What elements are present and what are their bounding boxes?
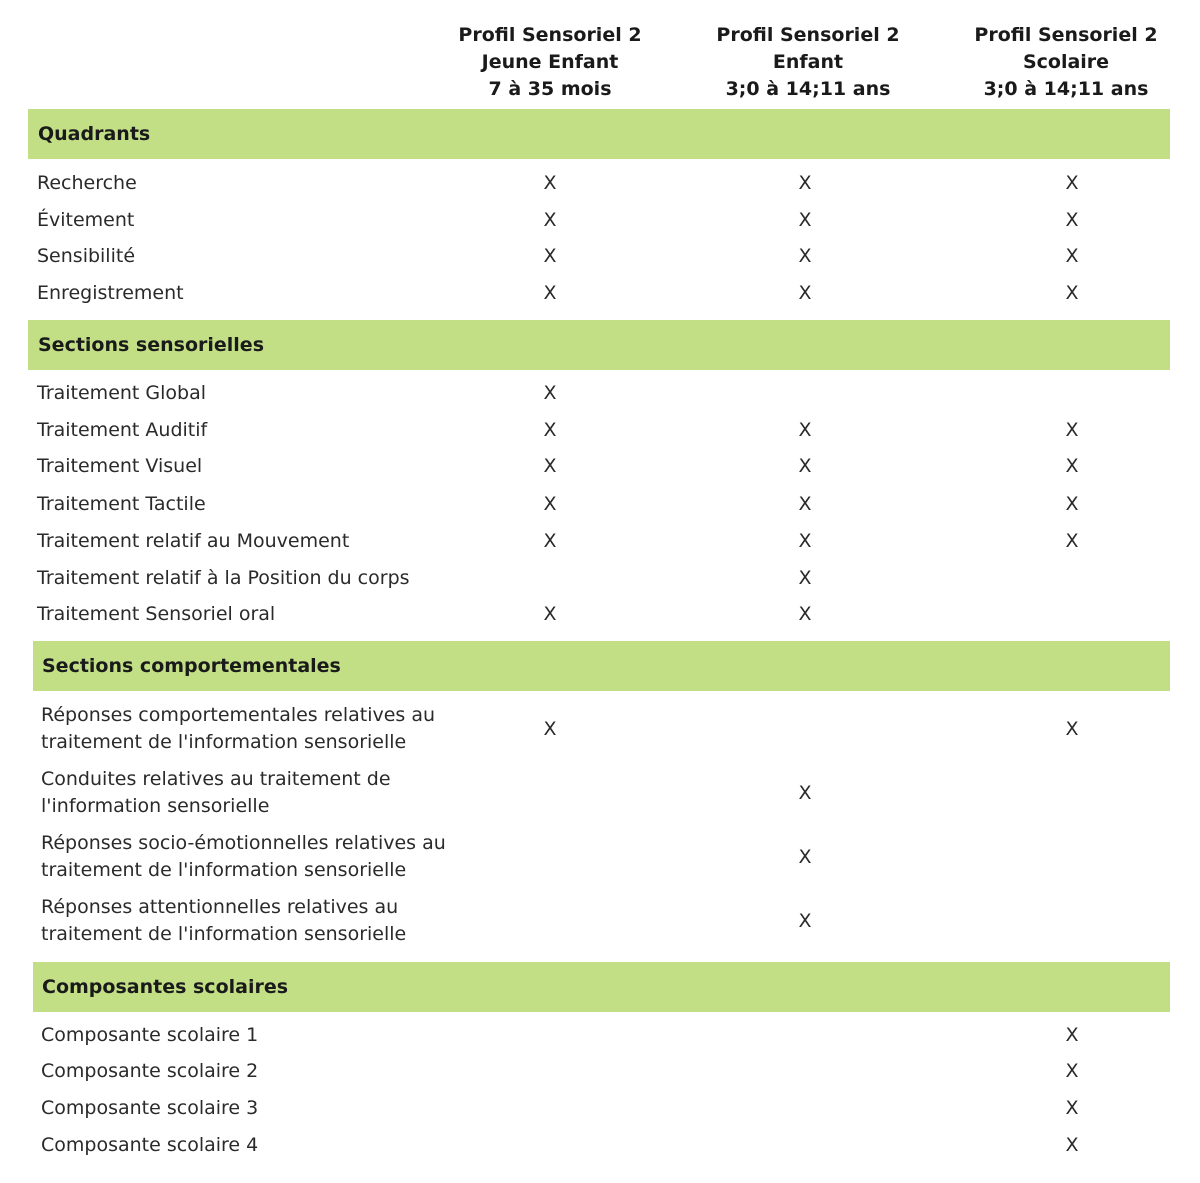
table-row	[0, 565, 1200, 592]
check-mark: X	[1065, 245, 1079, 267]
row-label-line: Traitement Sensoriel oral	[37, 603, 276, 625]
table-row	[0, 528, 1200, 555]
check-mark: X	[798, 530, 812, 552]
row-label	[37, 528, 349, 555]
table-row	[0, 207, 1200, 234]
section-header	[33, 962, 1170, 1012]
row-label-line: Réponses comportementales relatives au	[41, 704, 436, 726]
check-mark: X	[798, 172, 812, 194]
table-row	[0, 601, 1200, 628]
table-row	[0, 1058, 1200, 1085]
check-mark: X	[1065, 209, 1079, 231]
check-mark: X	[543, 172, 557, 194]
row-label-line: Réponses socio-émotionnelles relatives au	[41, 832, 446, 854]
check-mark: X	[543, 282, 557, 304]
table-row	[0, 830, 1200, 884]
section-header	[28, 109, 1170, 159]
check-mark: X	[543, 455, 557, 477]
table-row	[0, 766, 1200, 820]
section-title: Composantes scolaires	[42, 976, 289, 998]
row-label	[37, 380, 206, 407]
row-label	[37, 243, 135, 270]
column-header-line: Scolaire	[1022, 51, 1110, 73]
column-header-line: Jeune Enfant	[481, 51, 619, 73]
check-mark: X	[798, 781, 812, 804]
row-label	[41, 1022, 258, 1049]
check-mark: X	[1065, 1060, 1079, 1082]
check-mark: X	[1065, 455, 1079, 477]
row-label-line: Traitement relatif à la Position du corps	[37, 567, 410, 589]
row-label	[37, 601, 275, 628]
column-header-line: Enfant	[772, 51, 844, 73]
check-mark: X	[798, 455, 812, 477]
check-mark: X	[543, 382, 557, 404]
check-mark: X	[798, 282, 812, 304]
table-row	[0, 1095, 1200, 1122]
row-label-line: traitement de l'information sensorielle	[41, 859, 407, 881]
row-label	[37, 170, 137, 197]
check-mark: X	[543, 603, 557, 625]
table-row	[0, 243, 1200, 270]
check-mark: X	[1065, 1097, 1079, 1119]
row-label	[37, 280, 184, 307]
row-label-line: Traitement Global	[37, 382, 207, 404]
row-label-line: Conduites relatives au traitement de	[41, 768, 391, 790]
row-label-line: Évitement	[37, 209, 135, 231]
check-mark: X	[1065, 1134, 1079, 1156]
check-mark: X	[543, 245, 557, 267]
table-row	[0, 491, 1200, 518]
check-mark: X	[1065, 717, 1079, 740]
check-mark: X	[1065, 493, 1079, 515]
row-label	[41, 830, 446, 884]
check-mark: X	[798, 845, 812, 868]
row-label	[37, 453, 202, 480]
section-header	[28, 320, 1170, 370]
column-header-line: 7 à 35 mois	[488, 78, 612, 100]
row-label-line: Composante scolaire 3	[41, 1097, 259, 1119]
section-header	[33, 641, 1170, 691]
column-header-line: Profil Sensoriel 2	[974, 24, 1158, 46]
check-mark: X	[798, 493, 812, 515]
row-label-line: Recherche	[37, 172, 137, 194]
row-label-line: traitement de l'information sensorielle	[41, 923, 407, 945]
row-label	[37, 207, 134, 234]
column-header-line: 3;0 à 14;11 ans	[983, 78, 1149, 100]
check-mark: X	[798, 419, 812, 441]
section-title: Sections comportementales	[42, 655, 341, 677]
table-row	[0, 380, 1200, 407]
row-label	[41, 1095, 258, 1122]
table-row	[0, 702, 1200, 756]
check-mark: X	[543, 209, 557, 231]
table-row	[0, 417, 1200, 444]
check-mark: X	[1065, 530, 1079, 552]
row-label-line: Sensibilité	[37, 245, 136, 267]
check-mark: X	[798, 603, 812, 625]
row-label	[37, 491, 206, 518]
section-title: Quadrants	[38, 123, 151, 145]
table-row	[0, 170, 1200, 197]
row-label-line: traitement de l'information sensorielle	[41, 731, 407, 753]
row-label	[41, 1132, 258, 1159]
column-header-line: 3;0 à 14;11 ans	[725, 78, 891, 100]
row-label	[37, 565, 410, 592]
check-mark: X	[543, 493, 557, 515]
row-label-line: Traitement relatif au Mouvement	[37, 530, 350, 552]
row-label-line: Traitement Tactile	[37, 493, 206, 515]
table-row	[0, 1132, 1200, 1159]
check-mark: X	[1065, 419, 1079, 441]
row-label-line: Composante scolaire 1	[41, 1024, 259, 1046]
row-label	[41, 766, 391, 820]
column-header-enfant	[688, 22, 928, 103]
table-row	[0, 894, 1200, 948]
row-label	[41, 1058, 258, 1085]
row-label-line: Traitement Visuel	[37, 455, 203, 477]
check-mark: X	[798, 209, 812, 231]
section-title: Sections sensorielles	[38, 334, 265, 356]
column-header-line: Profil Sensoriel 2	[458, 24, 642, 46]
column-header-jeune-enfant	[430, 22, 670, 103]
row-label-line: Composante scolaire 2	[41, 1060, 259, 1082]
table-row	[0, 453, 1200, 480]
row-label	[41, 702, 435, 756]
row-label-line: Traitement Auditif	[37, 419, 208, 441]
check-mark: X	[798, 567, 812, 589]
check-mark: X	[543, 530, 557, 552]
column-header-line: Profil Sensoriel 2	[716, 24, 900, 46]
column-header-scolaire	[946, 22, 1186, 103]
check-mark: X	[1065, 282, 1079, 304]
check-mark: X	[1065, 172, 1079, 194]
row-label-line: l'information sensorielle	[41, 795, 270, 817]
check-mark: X	[798, 245, 812, 267]
check-mark: X	[543, 717, 557, 740]
row-label-line: Composante scolaire 4	[41, 1134, 259, 1156]
table-row	[0, 280, 1200, 307]
check-mark: X	[798, 909, 812, 932]
row-label-line: Enregistrement	[37, 282, 184, 304]
check-mark: X	[1065, 1024, 1079, 1046]
table-row	[0, 1022, 1200, 1049]
check-mark: X	[543, 419, 557, 441]
row-label	[37, 417, 207, 444]
row-label-line: Réponses attentionnelles relatives au	[41, 896, 399, 918]
row-label	[41, 894, 406, 948]
